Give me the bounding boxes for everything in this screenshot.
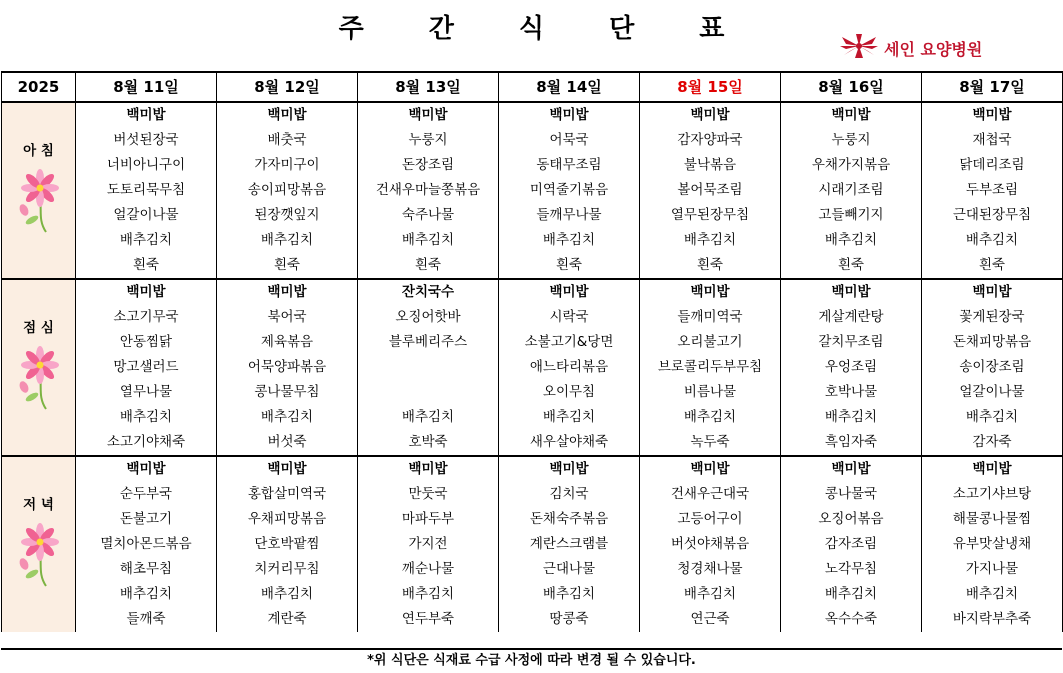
main-dish-cell: 백미밥 — [781, 279, 922, 305]
menu-item-cell: 배추김치 — [922, 405, 1063, 430]
day-header: 8월 16일 — [781, 72, 922, 102]
menu-item-cell: 배추김치 — [781, 582, 922, 607]
meal-label-cell — [2, 456, 76, 632]
menu-item-cell: 계란죽 — [217, 607, 358, 632]
menu-item-cell: 배추김치 — [499, 228, 640, 253]
menu-item-cell: 어묵국 — [499, 128, 640, 153]
menu-item-cell: 흰죽 — [922, 253, 1063, 279]
pink-flower-icon — [16, 168, 62, 243]
menu-item-cell: 안동찜닭 — [76, 330, 217, 355]
menu-item-cell: 들깨미역국 — [640, 305, 781, 330]
menu-item-cell: 꽃게된장국 — [922, 305, 1063, 330]
menu-item-cell: 배추김치 — [922, 228, 1063, 253]
menu-item-cell: 호박나물 — [781, 380, 922, 405]
main-dish-cell: 잔치국수 — [358, 279, 499, 305]
menu-item-cell: 송이피망볶음 — [217, 178, 358, 203]
menu-row — [2, 430, 1063, 456]
menu-item-cell: 배추김치 — [76, 582, 217, 607]
menu-item-cell: 바지락부추죽 — [922, 607, 1063, 632]
menu-item-cell: 소고기샤브탕 — [922, 482, 1063, 507]
menu-item-cell: 연두부죽 — [358, 607, 499, 632]
menu-item-cell: 흰죽 — [76, 253, 217, 279]
main-dish-cell: 백미밥 — [358, 456, 499, 482]
meal-label: 점 심 — [23, 319, 54, 336]
menu-row — [2, 582, 1063, 607]
menu-row — [2, 203, 1063, 228]
menu-item-cell: 배추김치 — [76, 405, 217, 430]
menu-item-cell: 배추김치 — [217, 228, 358, 253]
main-dish-cell: 백미밥 — [922, 102, 1063, 128]
menu-item-cell: 두부조림 — [922, 178, 1063, 203]
menu-item-cell: 연근죽 — [640, 607, 781, 632]
hospital-logo — [838, 33, 982, 63]
menu-item-cell: 돈장조림 — [358, 153, 499, 178]
menu-row — [2, 253, 1063, 279]
menu-item-cell: 고들빼기지 — [781, 203, 922, 228]
menu-item-cell: 근대된장무침 — [922, 203, 1063, 228]
menu-item-cell: 망고샐러드 — [76, 355, 217, 380]
menu-item-cell: 블루베리주스 — [358, 330, 499, 355]
menu-item-cell: 돈불고기 — [76, 507, 217, 532]
menu-item-cell: 고등어구이 — [640, 507, 781, 532]
day-header: 8월 13일 — [358, 72, 499, 102]
day-header: 8월 15일 — [640, 72, 781, 102]
menu-item-cell: 배추김치 — [358, 228, 499, 253]
menu-item-cell: 감자조림 — [781, 532, 922, 557]
menu-row — [2, 153, 1063, 178]
menu-item-cell: 땅콩죽 — [499, 607, 640, 632]
menu-item-cell: 배추김치 — [76, 228, 217, 253]
menu-item-cell: 불낙볶음 — [640, 153, 781, 178]
meal-label-cell — [2, 279, 76, 456]
menu-item-cell: 배추김치 — [217, 582, 358, 607]
menu-item-cell: 누룽지 — [781, 128, 922, 153]
menu-item-cell: 숙주나물 — [358, 203, 499, 228]
menu-row — [2, 532, 1063, 557]
menu-item-cell: 오리불고기 — [640, 330, 781, 355]
main-dish-cell: 백미밥 — [76, 102, 217, 128]
logo-text: 세인 요양병원 — [884, 39, 983, 59]
menu-item-cell: 북어국 — [217, 305, 358, 330]
menu-item-cell: 배추김치 — [781, 405, 922, 430]
menu-item-cell: 버섯죽 — [217, 430, 358, 456]
menu-item-cell: 비름나물 — [640, 380, 781, 405]
menu-item-cell: 돈채숙주볶음 — [499, 507, 640, 532]
main-dish-cell: 백미밥 — [499, 456, 640, 482]
menu-item-cell: 노각무침 — [781, 557, 922, 582]
menu-row — [2, 355, 1063, 380]
weekly-menu-table — [1, 71, 1063, 632]
menu-item-cell: 옥수수죽 — [781, 607, 922, 632]
menu-item-cell: 건새우근대국 — [640, 482, 781, 507]
menu-item-cell: 열무된장무침 — [640, 203, 781, 228]
main-dish-cell: 백미밥 — [640, 456, 781, 482]
menu-item-cell: 배추김치 — [499, 405, 640, 430]
menu-item-cell: 도토리묵무침 — [76, 178, 217, 203]
meal-label-cell — [2, 102, 76, 279]
menu-item-cell: 미역줄기볶음 — [499, 178, 640, 203]
menu-row — [2, 482, 1063, 507]
main-dish-cell: 백미밥 — [76, 279, 217, 305]
menu-item-cell: 흑임자죽 — [781, 430, 922, 456]
menu-item-cell: 우채가지볶음 — [781, 153, 922, 178]
menu-item-cell: 콩나물무침 — [217, 380, 358, 405]
menu-item-cell: 만둣국 — [358, 482, 499, 507]
menu-item-cell: 동태무조림 — [499, 153, 640, 178]
menu-item-cell: 버섯된장국 — [76, 128, 217, 153]
menu-item-cell: 들깨무나물 — [499, 203, 640, 228]
menu-item-cell: 녹두죽 — [640, 430, 781, 456]
meal-label: 아 침 — [23, 142, 54, 159]
menu-item-cell: 너비아니구이 — [76, 153, 217, 178]
menu-item-cell: 버섯야채볶음 — [640, 532, 781, 557]
main-dish-cell: 백미밥 — [499, 102, 640, 128]
menu-item-cell: 배추김치 — [640, 228, 781, 253]
menu-item-cell: 시락국 — [499, 305, 640, 330]
menu-item-cell: 오징어볶음 — [781, 507, 922, 532]
menu-item-cell: 배추김치 — [640, 582, 781, 607]
menu-row — [2, 102, 1063, 128]
page-title: 주 간 식 단 표 — [338, 14, 753, 44]
menu-row — [2, 405, 1063, 430]
menu-item-cell: 유부맛살냉채 — [922, 532, 1063, 557]
menu-item-cell: 우채피망볶음 — [217, 507, 358, 532]
menu-item-cell: 얼갈이나물 — [76, 203, 217, 228]
menu-item-cell: 근대나물 — [499, 557, 640, 582]
menu-item-cell: 어묵양파볶음 — [217, 355, 358, 380]
menu-item-cell: 애느타리볶음 — [499, 355, 640, 380]
main-dish-cell: 백미밥 — [922, 456, 1063, 482]
menu-item-cell: 가자미구이 — [217, 153, 358, 178]
header-row — [2, 72, 1063, 102]
menu-row — [2, 128, 1063, 153]
menu-item-cell: 가지전 — [358, 532, 499, 557]
menu-item-cell: 깨순나물 — [358, 557, 499, 582]
menu-item-cell: 김치국 — [499, 482, 640, 507]
menu-item-cell: 호박죽 — [358, 430, 499, 456]
menu-row — [2, 557, 1063, 582]
main-dish-cell: 백미밥 — [217, 279, 358, 305]
menu-item-cell: 감자양파국 — [640, 128, 781, 153]
menu-item-cell: 멸치아몬드볶음 — [76, 532, 217, 557]
menu-item-cell: 소불고기&당면 — [499, 330, 640, 355]
menu-row — [2, 279, 1063, 305]
flower-logo-icon — [838, 33, 880, 63]
menu-item-cell: 치커리무침 — [217, 557, 358, 582]
menu-item-cell: 해초무침 — [76, 557, 217, 582]
menu-item-cell — [358, 380, 499, 405]
menu-item-cell: 돈채피망볶음 — [922, 330, 1063, 355]
menu-item-cell: 배추김치 — [358, 582, 499, 607]
menu-item-cell: 시래기조림 — [781, 178, 922, 203]
menu-item-cell: 소고기야채죽 — [76, 430, 217, 456]
menu-item-cell: 누룽지 — [358, 128, 499, 153]
menu-row — [2, 330, 1063, 355]
menu-item-cell: 갈치무조림 — [781, 330, 922, 355]
menu-row — [2, 607, 1063, 632]
menu-item-cell: 오이무침 — [499, 380, 640, 405]
menu-item-cell: 흰죽 — [640, 253, 781, 279]
menu-item-cell: 계란스크램블 — [499, 532, 640, 557]
menu-item-cell: 흰죽 — [358, 253, 499, 279]
day-header: 8월 17일 — [922, 72, 1063, 102]
menu-item-cell: 배추김치 — [640, 405, 781, 430]
menu-item-cell: 들깨죽 — [76, 607, 217, 632]
menu-item-cell: 얼갈이나물 — [922, 380, 1063, 405]
main-dish-cell: 백미밥 — [217, 102, 358, 128]
menu-item-cell: 흰죽 — [217, 253, 358, 279]
main-dish-cell: 백미밥 — [358, 102, 499, 128]
menu-item-cell: 마파두부 — [358, 507, 499, 532]
menu-item-cell: 송이장조림 — [922, 355, 1063, 380]
menu-item-cell: 배추김치 — [217, 405, 358, 430]
meal-label: 저 녁 — [23, 496, 54, 513]
menu-item-cell: 소고기무국 — [76, 305, 217, 330]
pink-flower-icon — [16, 345, 62, 420]
menu-row — [2, 178, 1063, 203]
menu-item-cell — [358, 355, 499, 380]
menu-item-cell: 닭데리조림 — [922, 153, 1063, 178]
menu-item-cell: 제육볶음 — [217, 330, 358, 355]
menu-item-cell: 청경채나물 — [640, 557, 781, 582]
menu-item-cell: 브로콜리두부무침 — [640, 355, 781, 380]
menu-item-cell: 배추김치 — [499, 582, 640, 607]
menu-row — [2, 228, 1063, 253]
menu-item-cell: 콩나물국 — [781, 482, 922, 507]
menu-item-cell: 배추김치 — [922, 582, 1063, 607]
main-dish-cell: 백미밥 — [499, 279, 640, 305]
menu-item-cell: 배춧국 — [217, 128, 358, 153]
menu-item-cell: 배추김치 — [781, 228, 922, 253]
menu-row — [2, 507, 1063, 532]
main-dish-cell: 백미밥 — [640, 279, 781, 305]
menu-item-cell: 게살계란탕 — [781, 305, 922, 330]
menu-row — [2, 380, 1063, 405]
menu-item-cell: 단호박팥찜 — [217, 532, 358, 557]
menu-item-cell: 재첩국 — [922, 128, 1063, 153]
menu-item-cell: 흰죽 — [781, 253, 922, 279]
menu-item-cell: 감자죽 — [922, 430, 1063, 456]
year-cell: 2025 — [2, 72, 76, 102]
menu-item-cell: 건새우마늘쫑볶음 — [358, 178, 499, 203]
main-dish-cell: 백미밥 — [781, 456, 922, 482]
main-dish-cell: 백미밥 — [922, 279, 1063, 305]
day-header: 8월 11일 — [76, 72, 217, 102]
menu-item-cell: 열무나물 — [76, 380, 217, 405]
day-header: 8월 14일 — [499, 72, 640, 102]
main-dish-cell: 백미밥 — [217, 456, 358, 482]
menu-item-cell: 배추김치 — [358, 405, 499, 430]
main-dish-cell: 백미밥 — [76, 456, 217, 482]
menu-item-cell: 순두부국 — [76, 482, 217, 507]
main-dish-cell: 백미밥 — [640, 102, 781, 128]
menu-item-cell: 해물콩나물찜 — [922, 507, 1063, 532]
footer-note: *위 식단은 식재료 수급 사정에 따라 변경 될 수 있습니다. — [1, 648, 1062, 673]
menu-row — [2, 305, 1063, 330]
menu-item-cell: 홍합살미역국 — [217, 482, 358, 507]
menu-item-cell: 새우살야채죽 — [499, 430, 640, 456]
main-dish-cell: 백미밥 — [781, 102, 922, 128]
menu-item-cell: 볼어묵조림 — [640, 178, 781, 203]
menu-item-cell: 가지나물 — [922, 557, 1063, 582]
menu-item-cell: 흰죽 — [499, 253, 640, 279]
header — [0, 0, 1063, 70]
menu-item-cell: 된장깻잎지 — [217, 203, 358, 228]
menu-row — [2, 456, 1063, 482]
day-header: 8월 12일 — [217, 72, 358, 102]
pink-flower-icon — [16, 522, 62, 597]
menu-item-cell: 오징어핫바 — [358, 305, 499, 330]
menu-item-cell: 우엉조림 — [781, 355, 922, 380]
